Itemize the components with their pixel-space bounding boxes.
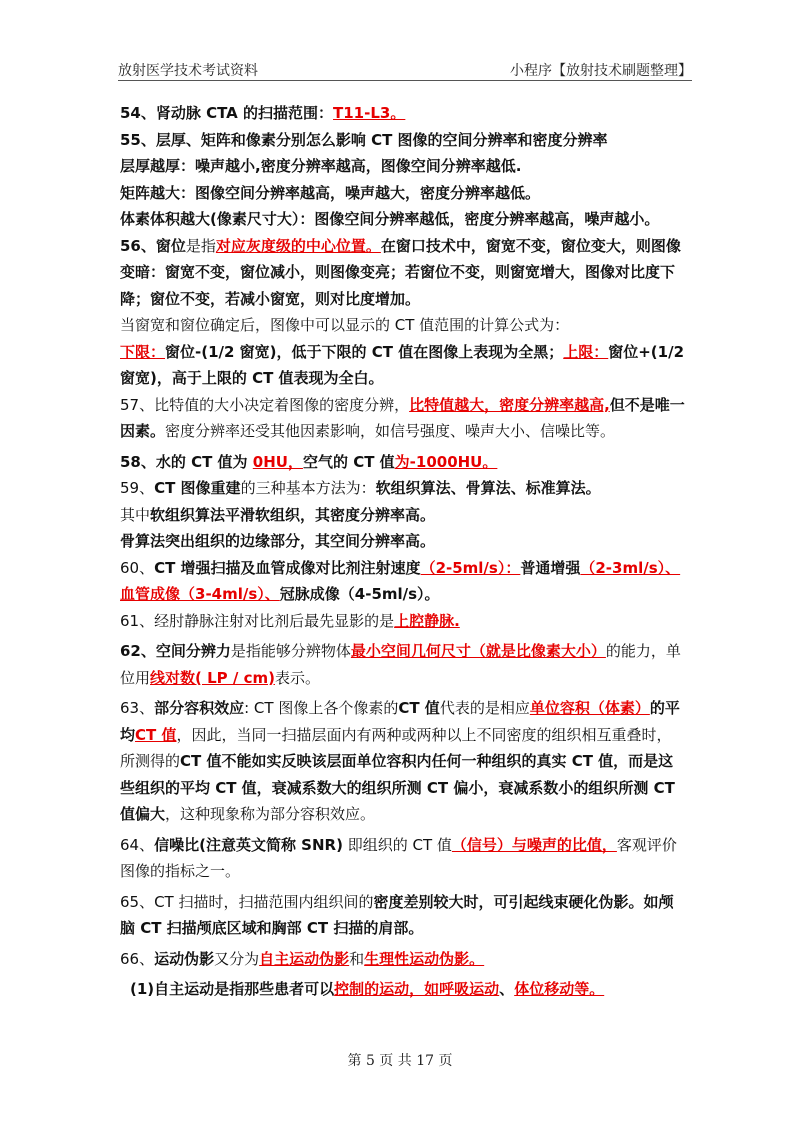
- q63-ct-value-1: CT 值: [398, 699, 440, 717]
- q56-upper-text: 窗位+(1/2 窗宽)，高于上限的 CT 值表现为全白。: [120, 342, 685, 387]
- q66-1-sep: 、: [499, 980, 515, 998]
- q64-end: 客观评价图像的指标之一。: [120, 835, 677, 880]
- q57-highlight: 比特值越大，密度分辨率越高,: [409, 395, 610, 414]
- item-55-line-1: 层厚越厚：噪声越小,密度分辨率越高，图像空间分辨率越低.: [120, 157, 522, 175]
- q60-coronary: 冠脉成像（4-5ml/s）。: [279, 585, 440, 603]
- item-66: [120, 946, 685, 973]
- item-60: [120, 555, 685, 608]
- q59-among: 其中: [120, 505, 151, 524]
- item-56: [120, 233, 685, 313]
- q58-air-value: 为-1000HU。: [394, 452, 498, 471]
- q54-question: 54、肾动脉 CTA 的扫描范围：: [120, 104, 334, 122]
- q60-range: （2-5ml/s）：: [420, 558, 521, 577]
- q60-term: CT 增强扫描及血管成像对比剂注射速度: [154, 558, 421, 577]
- item-59-bone: 骨算法突出组织的边缘部分，其空间分辨率高。: [120, 532, 436, 550]
- q61-text: 61、经肘静脉注射对比剂后最先显影的是: [120, 611, 395, 630]
- q56-upper-label: 上限：: [563, 342, 609, 361]
- q58-water-value: 0HU，: [252, 452, 303, 471]
- item-63: [120, 695, 685, 828]
- q62-text: 是指能够分辨物体: [230, 642, 351, 660]
- item-66-1: [120, 976, 685, 1003]
- q56-text: 是指: [185, 236, 216, 255]
- q62-unit-text: 的能力，单位用: [120, 642, 681, 687]
- q63-average: 的平均: [120, 699, 680, 744]
- q64-num: 64、: [120, 835, 155, 854]
- q63-ct-value-2: CT 值: [135, 725, 177, 744]
- q65-bold: 密度差别较大时，可引起线束硬化伪影。如颅脑 CT 扫描颅底区域和胸部 CT 扫描的肩部。: [120, 892, 674, 937]
- q65-text: 65、CT 扫描时，扫描范围内组织间的: [120, 892, 374, 911]
- item-54: [120, 100, 685, 127]
- q56-highlight: 对应灰度级的中心位置。: [215, 236, 381, 255]
- q66-num: 66、: [120, 949, 155, 968]
- item-56-formula-intro: 当窗宽和窗位确定后，图像中可以显示的 CT 值范围的计算公式为：: [120, 316, 570, 334]
- q62-unit: 线对数( LP / cm): [150, 668, 275, 687]
- item-57: [120, 392, 685, 445]
- q63-term: 部分容积效应: [154, 699, 245, 717]
- item-56-limits: [120, 339, 685, 392]
- q56-lower-text: 窗位-(1/2 窗宽)，低于下限的 CT 值在图像上表现为全黑；: [165, 342, 564, 361]
- q62-term: 62、空间分辨力: [120, 642, 231, 660]
- q63-num: 63、: [120, 699, 155, 717]
- item-59: [120, 475, 685, 502]
- item-61: [120, 608, 685, 635]
- q56-detail: 在窗口技术中，窗宽不变，窗位变大，则图像变暗：窗宽不变，窗位减小，则图像变亮；若窗位不变，则窗宽增大，图像对比度下降；窗位不变，若减小窗宽，则对比度增加。: [120, 236, 681, 308]
- q63-text-3: ，因此，当同一扫描层面内有两种或两种以上不同密度的组织相互重叠时，所测得的: [120, 725, 672, 770]
- q64-term: 信噪比(注意英文简称 SNR): [154, 835, 343, 854]
- q60-num: 60、: [120, 558, 155, 577]
- q59-num: 59、: [120, 479, 155, 497]
- q57-bold: 但不是唯一因素。: [120, 395, 685, 440]
- q66-and: 和: [349, 949, 365, 968]
- q62-end: 表示。: [274, 668, 320, 687]
- q54-answer: T11-L3。: [333, 104, 406, 122]
- q62-highlight: 最小空间几何尺寸（就是比像素大小）: [350, 642, 606, 660]
- item-55-line-2: 矩阵越大：图像空间分辨率越高，噪声越大，密度分辨率越低。: [120, 183, 541, 202]
- q63-voxel: 单位容积（体素）: [529, 699, 650, 717]
- item-62: [120, 638, 685, 691]
- q66-voluntary: 自主运动伪影: [259, 949, 350, 968]
- q59-soft-text: 软组织算法平滑软组织，其密度分辨率高。: [150, 505, 436, 524]
- q59-term: CT 图像重建: [154, 479, 241, 497]
- header-left-title: 放射医学技术考试资料: [118, 63, 258, 79]
- q56-lower-label: 下限：: [120, 342, 166, 361]
- q57-detail: 密度分辨率还受其他因素影响，如信号强度、噪声大小、信噪比等。: [165, 422, 616, 440]
- q57-text: 57、比特值的大小决定着图像的密度分辨，: [120, 395, 410, 414]
- page-footer: 第 5 页 共 17 页: [347, 1053, 453, 1069]
- q66-term: 运动伪影: [154, 949, 215, 968]
- q66-text: 又分为: [214, 949, 260, 968]
- header-right-title: 小程序【放射技术刷题整理】: [510, 63, 692, 79]
- q60-normal: 普通增强: [520, 558, 581, 577]
- q63-end: ，这种现象称为部分容积效应。: [165, 805, 376, 823]
- item-58: [120, 449, 685, 476]
- q59-text: 的三种基本方法为：: [240, 479, 376, 497]
- document-body: [120, 100, 685, 1003]
- q66-1-text: (1)自主运动是指那些患者可以: [130, 980, 335, 998]
- q60-rates: （2-3ml/s）、血管成像（3-4ml/s）、: [120, 558, 681, 603]
- q58-water: 58、水的 CT 值为: [120, 452, 253, 471]
- q63-text-1: : CT 图像上各个像素的: [244, 699, 399, 717]
- item-65: [120, 889, 685, 942]
- q66-physiological: 生理性运动伪影。: [364, 949, 485, 968]
- item-64: [120, 832, 685, 885]
- q64-highlight: （信号）与噪声的比值，: [451, 835, 617, 854]
- item-55-line-3: 体素体积越大(像素尺寸大）：图像空间分辨率越低，密度分辨率越高，噪声越小。: [120, 210, 660, 228]
- q58-air: 空气的 CT 值: [302, 452, 395, 471]
- item-59-soft: [120, 502, 685, 529]
- q63-bold-explanation: CT 值不能如实反映该层面单位容积内任何一种组织的真实 CT 值，而是这些组织的平均 CT 值，衰减系数大的组织所测 CT 偏小，衰减系数小的组织所测 CT 值偏大: [120, 752, 675, 823]
- item-55-title: 55、层厚、矩阵和像素分别怎么影响 CT 图像的空间分辨率和密度分辨率: [120, 130, 608, 149]
- q61-answer: 上腔静脉.: [394, 611, 460, 630]
- q66-1-highlight: 控制的运动，如呼吸运动: [334, 980, 500, 998]
- page-header: [118, 54, 692, 81]
- q56-term: 56、窗位: [120, 236, 186, 255]
- q66-1-highlight-2: 体位移动等。: [514, 980, 605, 998]
- q64-text: 即组织的 CT 值: [342, 835, 452, 854]
- q59-methods: 软组织算法、骨算法、标准算法。: [375, 479, 601, 497]
- q63-text-2: 代表的是相应: [439, 699, 530, 717]
